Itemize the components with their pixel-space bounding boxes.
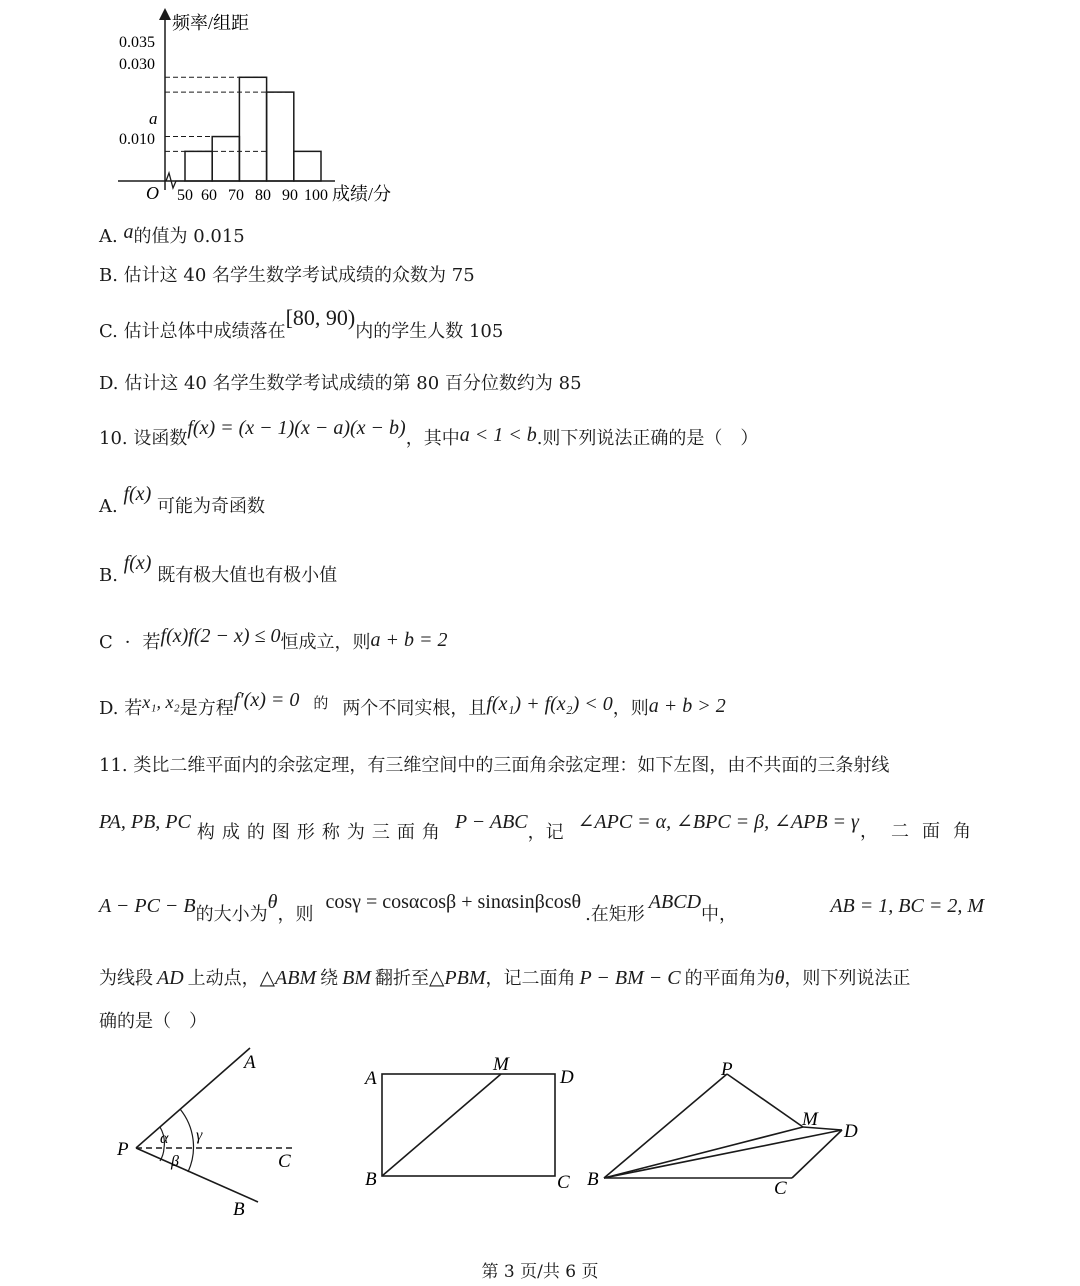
option-text: C. 估计总体中成绩落在 bbox=[99, 321, 286, 342]
math-result: a + b = 2 bbox=[370, 629, 448, 651]
q11-ze: ，则 bbox=[277, 904, 314, 925]
x-tick-60: 60 bbox=[201, 187, 217, 204]
q10-stem bbox=[99, 417, 759, 451]
q11-line-5: 确的是（ ） bbox=[99, 1011, 207, 1032]
label-beta: β bbox=[171, 1153, 179, 1170]
x-tick-100: 100 bbox=[304, 187, 328, 204]
q10-function-definition: f(x) = (x − 1)(x − a)(x − b) bbox=[187, 417, 406, 439]
x-tick-90: 90 bbox=[282, 187, 298, 204]
math-rect: ABCD bbox=[648, 891, 702, 913]
q11-line2-text: 构成的图形称为三面角 bbox=[196, 822, 447, 843]
label-D: D bbox=[560, 1067, 574, 1088]
frequency-histogram bbox=[0, 0, 420, 215]
option-text: 的值为 0.015 bbox=[133, 226, 245, 247]
y-tick-0030: 0.030 bbox=[119, 56, 155, 73]
q9-option-c bbox=[99, 305, 504, 344]
q11-line-2 bbox=[99, 811, 984, 845]
q10-stem-mid: ，其中 bbox=[405, 428, 460, 449]
q10-option-a bbox=[99, 483, 265, 519]
math-rays: PA, PB, PC bbox=[99, 811, 191, 833]
x-tick-50: 50 bbox=[177, 187, 193, 204]
option-text-1: 是方程 bbox=[179, 698, 234, 719]
label-B: B bbox=[233, 1199, 245, 1220]
q9-option-d bbox=[99, 372, 582, 396]
option-text-3: ，则 bbox=[612, 698, 649, 719]
q11-line-1: 11. 类比二维平面内的余弦定理，有三维空间中的三面角余弦定理：如下左图，由不共面的三条射线 bbox=[99, 755, 890, 776]
option-text: 既有极大值也有极小值 bbox=[157, 565, 338, 586]
q10-condition: a < 1 < b bbox=[459, 424, 537, 446]
q10-stem-post: .则下列说法正确的是（ ） bbox=[536, 428, 759, 449]
label-M: M bbox=[802, 1109, 818, 1130]
option-text: 可能为奇函数 bbox=[156, 496, 265, 517]
figure-rectangle-abcd bbox=[355, 1048, 595, 1198]
math-dihedral-2: P − BM − C bbox=[579, 967, 681, 989]
label-A: A bbox=[244, 1052, 256, 1073]
option-label: C bbox=[99, 632, 113, 653]
option-text: 若 bbox=[142, 632, 161, 653]
origin-label: O bbox=[146, 183, 159, 203]
interval-80-90: [80, 90) bbox=[285, 305, 356, 330]
option-label: A. bbox=[99, 226, 118, 247]
label-gamma: γ bbox=[196, 1127, 203, 1144]
q11-size-text: 的大小为 bbox=[195, 904, 268, 925]
x-axis-label: 成绩/分 bbox=[332, 184, 392, 204]
label-B: B bbox=[365, 1169, 377, 1190]
option-text-de: 的 bbox=[313, 694, 329, 712]
histogram-bar-50-60 bbox=[185, 151, 212, 181]
q11-zhong: 中， bbox=[701, 904, 738, 925]
y-axis-label: 频率/组距 bbox=[172, 13, 250, 33]
math-tri-abm: △ABM bbox=[259, 967, 317, 989]
math-ad: AD bbox=[157, 967, 184, 989]
page-footer bbox=[0, 1260, 1080, 1284]
math-sum-condition: f(x₁) + f(x₂) < 0 bbox=[486, 693, 613, 715]
option-label: D. 若 bbox=[99, 698, 143, 719]
q9-option-b bbox=[99, 264, 475, 288]
q11-rect-text: .在矩形 bbox=[585, 904, 645, 925]
math-result: a + b > 2 bbox=[648, 695, 726, 717]
y-tick-a: a bbox=[149, 109, 158, 128]
q10-stem-pre: 10. 设函数 bbox=[99, 428, 188, 449]
option-text: B. 估计这 40 名学生数学考试成绩的众数为 75 bbox=[99, 265, 475, 286]
math-a: a bbox=[123, 221, 134, 243]
math-angles: ∠APC = α, ∠BPC = β, ∠APB = γ bbox=[577, 811, 859, 833]
option-text: D. 估计这 40 名学生数学考试成绩的第 80 百分位数约为 85 bbox=[99, 373, 582, 394]
math-fx: f(x) bbox=[123, 552, 152, 574]
option-text-post: 内的学生人数 105 bbox=[355, 321, 504, 342]
math-cosine-formula: cosγ = cosαcosβ + sinαsinβcosθ bbox=[325, 891, 582, 913]
label-alpha: α bbox=[160, 1130, 169, 1147]
label-C: C bbox=[557, 1172, 570, 1193]
option-label: A. bbox=[99, 496, 118, 517]
q10-option-b bbox=[99, 552, 338, 588]
label-P: P bbox=[117, 1139, 129, 1160]
math-tri-pbm: △PBM bbox=[429, 967, 486, 989]
math-theta-2: θ bbox=[774, 967, 785, 989]
y-tick-0035: 0.035 bbox=[119, 34, 155, 51]
histogram-bar-90-100 bbox=[294, 151, 321, 181]
option-label: B. bbox=[99, 565, 118, 586]
q11-dihedral-word: ，二面角 bbox=[860, 821, 984, 842]
q11-line-3 bbox=[99, 891, 984, 927]
figure-folded-triangle bbox=[580, 1050, 880, 1200]
math-theta: θ bbox=[267, 891, 278, 913]
q9-option-a bbox=[99, 221, 245, 249]
option-text-2: 两个不同实根，且 bbox=[342, 698, 487, 719]
histogram-bar-80-90 bbox=[267, 92, 294, 181]
figure-trihedral-angle bbox=[100, 1040, 320, 1225]
label-C: C bbox=[278, 1151, 291, 1172]
math-bm: BM bbox=[342, 967, 372, 989]
y-tick-0010: 0.010 bbox=[119, 131, 155, 148]
q11-line-4: 为线段 AD 上动点，△ABM 绕 BM 翻折至△PBM，记二面角 P − BM − C 的平面角为θ，则下列说法正 bbox=[99, 967, 911, 989]
math-roots: x₁, x₂ bbox=[142, 692, 180, 712]
option-text-2: 恒成立，则 bbox=[280, 632, 371, 653]
label-B: B bbox=[587, 1169, 599, 1190]
label-D: D bbox=[844, 1121, 858, 1142]
label-M: M bbox=[493, 1054, 509, 1075]
q10-option-d bbox=[99, 689, 726, 721]
q10-option-c: C · 若f(x)f(2 − x) ≤ 0恒成立，则a + b = 2 bbox=[99, 625, 448, 653]
label-A: A bbox=[365, 1068, 377, 1089]
page-number: 第 3 页/共 6 页 bbox=[481, 1262, 599, 1282]
label-P: P bbox=[721, 1059, 733, 1080]
math-trihedral: P − ABC bbox=[454, 811, 528, 833]
math-product: f(x)f(2 − x) ≤ 0 bbox=[160, 625, 281, 647]
math-dihedral: A − PC − B bbox=[99, 895, 196, 917]
histogram-bar-70-80 bbox=[239, 77, 266, 181]
x-tick-70: 70 bbox=[228, 187, 244, 204]
math-lengths: AB = 1, BC = 2, M bbox=[830, 895, 984, 917]
histogram-bar-60-70 bbox=[212, 137, 239, 181]
label-C: C bbox=[774, 1178, 787, 1199]
q11-ji: ，记 bbox=[527, 822, 564, 843]
x-tick-80: 80 bbox=[255, 187, 271, 204]
math-fx: f(x) bbox=[123, 483, 152, 505]
math-derivative-eq: f′(x) = 0 bbox=[233, 689, 300, 711]
